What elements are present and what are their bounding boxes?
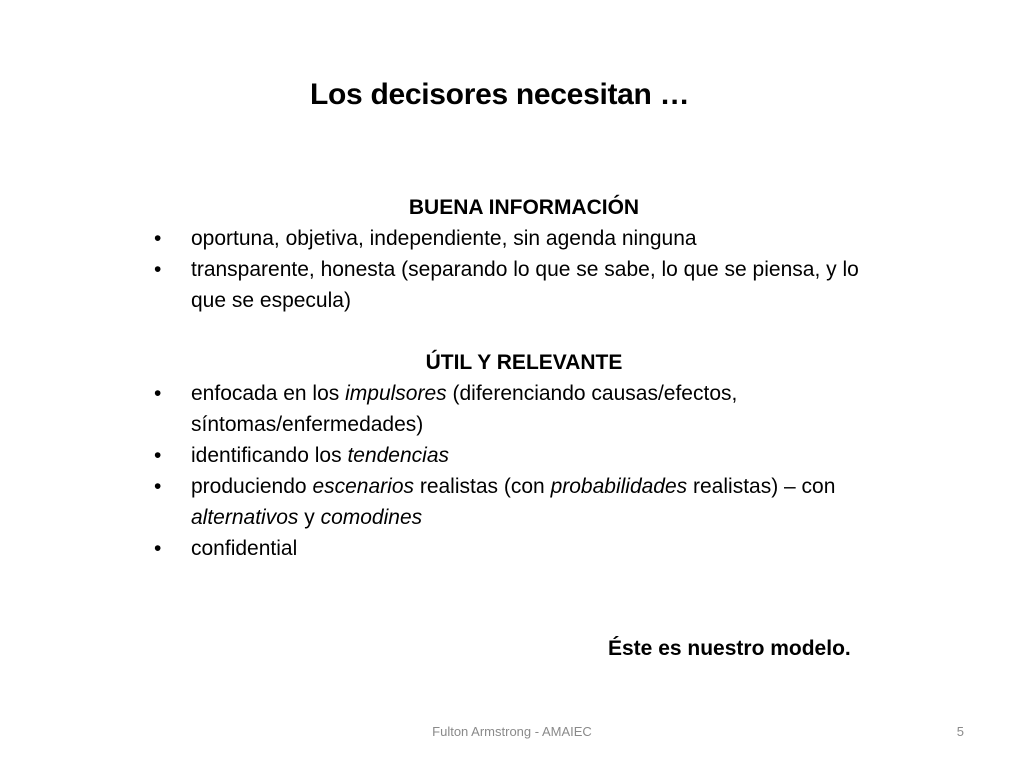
bullet-text: transparente, honesta (separando lo que se sabe, lo que se piensa, y lo que se especula) [191, 258, 859, 312]
bullet-list-buena-informacion [152, 223, 912, 316]
bullet-item [152, 223, 891, 254]
bullet-item [152, 533, 891, 564]
bullet-emphasis: alternativos [191, 506, 299, 529]
bullet-text: oportuna, objetiva, independiente, sin agenda ninguna [191, 227, 697, 250]
bullet-text: (diferenciando causas/efectos, síntomas/enfermedades) [191, 382, 738, 436]
bullet-emphasis: escenarios [312, 475, 414, 498]
bullet-emphasis: comodines [320, 506, 423, 529]
conclusion-text: Éste es nuestro modelo. [608, 637, 851, 660]
bullet-text: produciendo [191, 475, 313, 498]
bullet-emphasis: probabilidades [550, 475, 688, 498]
bullet-text: identificando los [191, 444, 348, 467]
bullet-text: enfocada en los [191, 382, 346, 405]
bullet-item [152, 378, 891, 440]
bullet-item [152, 254, 891, 316]
bullet-text: realistas) – con [687, 475, 836, 498]
bullet-text: realistas (con [414, 475, 551, 498]
section-heading-util-y-relevante: ÚTIL Y RELEVANTE [425, 351, 623, 374]
page-number: 5 [956, 724, 964, 739]
bullet-text: y [298, 506, 321, 529]
bullet-item [152, 471, 891, 533]
slide-content [152, 192, 912, 564]
bullet-emphasis: tendencias [347, 444, 450, 467]
section-spacer [152, 316, 912, 347]
bullet-emphasis: impulsores [345, 382, 447, 405]
footer-text: Fulton Armstrong - AMAIEC [432, 724, 592, 739]
bullet-item [152, 440, 891, 471]
slide-title: Los decisores necesitan … [310, 78, 690, 111]
section-heading-buena-informacion: BUENA INFORMACIÓN [408, 196, 640, 219]
bullet-list-util-y-relevante [152, 378, 912, 564]
bullet-text: confidential [191, 537, 298, 560]
